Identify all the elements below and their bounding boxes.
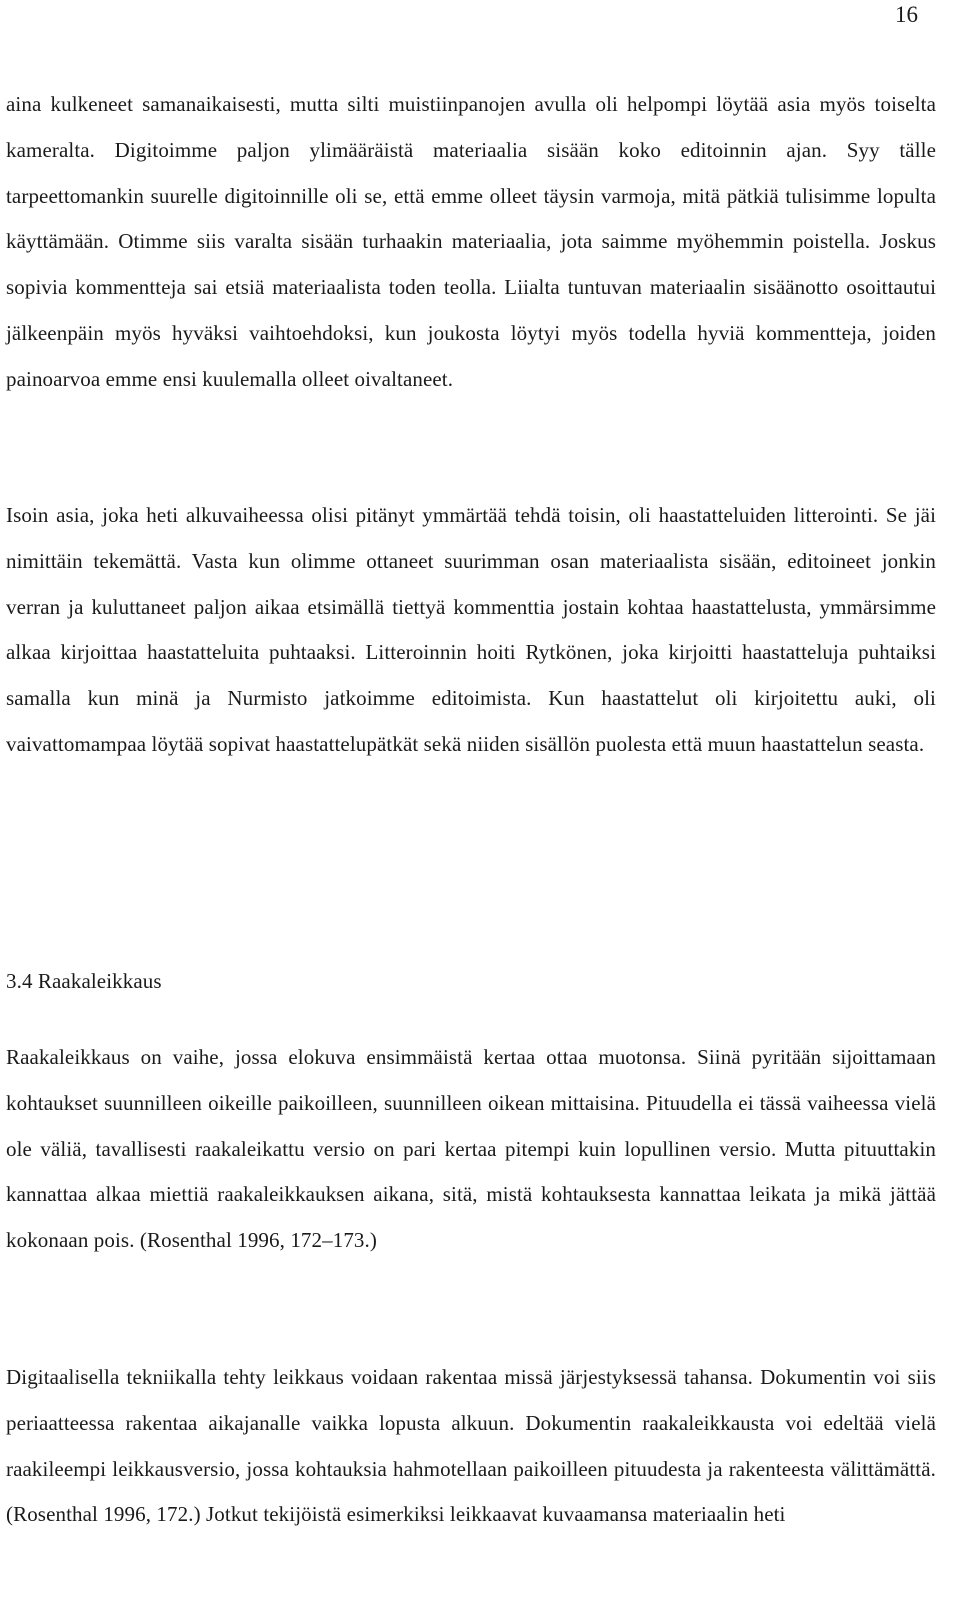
- body-paragraph-2: Isoin asia, joka heti alkuvaiheessa olisi pitänyt ymmärtää tehdä toisin, oli haastatteluiden litterointi. Se jäi nimittäin tekemättä. Vasta kun olimme ottaneet suurimman osan materiaalista sisään, editoineet jonkin verran ja kuluttaneet paljon aikaa etsimällä tiettyä kommenttia jostain kohtaa haastattelusta, ymmärsimme alkaa kirjoittaa haastatteluita puhtaaksi. Litteroinnin hoiti Rytkönen, joka kirjoitti haastatteluja puhtaiksi samalla kun minä ja Nurmisto jatkoimme editoimista. Kun haastattelut oli kirjoitettu auki, oli vaivattomampaa löytää sopivat haastattelupätkät sekä niiden sisällön puolesta että muun haastattelun seasta.: [6, 503, 936, 756]
- body-paragraph-3: Raakaleikkaus on vaihe, jossa elokuva ensimmäistä kertaa ottaa muotonsa. Siinä pyritään sijoittamaan kohtaukset suunnilleen oikeille paikoilleen, suunnilleen oikean mittaisina. Pituudella ei tässä vaiheessa vielä ole väliä, tavallisesti raakaleikattu versio on pari kertaa pitempi kuin lopullinen versio. Mutta pituuttakin kannattaa alkaa miettiä raakaleikkauksen aikana, sitä, mistä kohtauksesta kannattaa leikata ja mikä jättää kokonaan pois. (Rosenthal 1996, 172–173.): [6, 1045, 936, 1253]
- page-number: 16: [895, 2, 918, 27]
- section-heading: 3.4 Raakaleikkaus: [6, 969, 162, 993]
- body-paragraph-4: Digitaalisella tekniikalla tehty leikkaus voidaan rakentaa missä järjestyksessä tahansa. Dokumentin voi siis periaatteessa rakentaa aikajanalle vaikka lopusta alkuun. Dokumentin raakaleikkausta voi edeltää vielä raakileempi leikkausversio, jossa kohtauksia hahmotellaan paikoilleen pituudesta ja rakenteesta välittämättä. (Rosenthal 1996, 172.) Jotkut tekijöistä esimerkiksi leikkaavat kuvaamansa materiaalin heti: [6, 1365, 936, 1527]
- body-paragraph-1: aina kulkeneet samanaikaisesti, mutta silti muistiinpanojen avulla oli helpompi löytää asia myös toiselta kameralta. Digitoimme paljon ylimääräistä materiaalia sisään koko editoinnin ajan. Syy tälle tarpeettomankin suurelle digitoinnille oli se, että emme olleet täysin varmoja, mitä pätkiä tulisimme lopulta käyttämään. Otimme siis varalta sisään turhaakin materiaalia, jota saimme myöhemmin poistella. Joskus sopivia kommentteja sai etsiä materiaalista toden teolla. Liialta tuntuvan materiaalin sisäänotto osoittautui jälkeenpäin myös hyväksi vaihtoehdoksi, kun joukosta löytyi myös todella hyviä kommentteja, joiden painoarvoa emme ensi kuulemalla olleet oivaltaneet.: [6, 92, 936, 391]
